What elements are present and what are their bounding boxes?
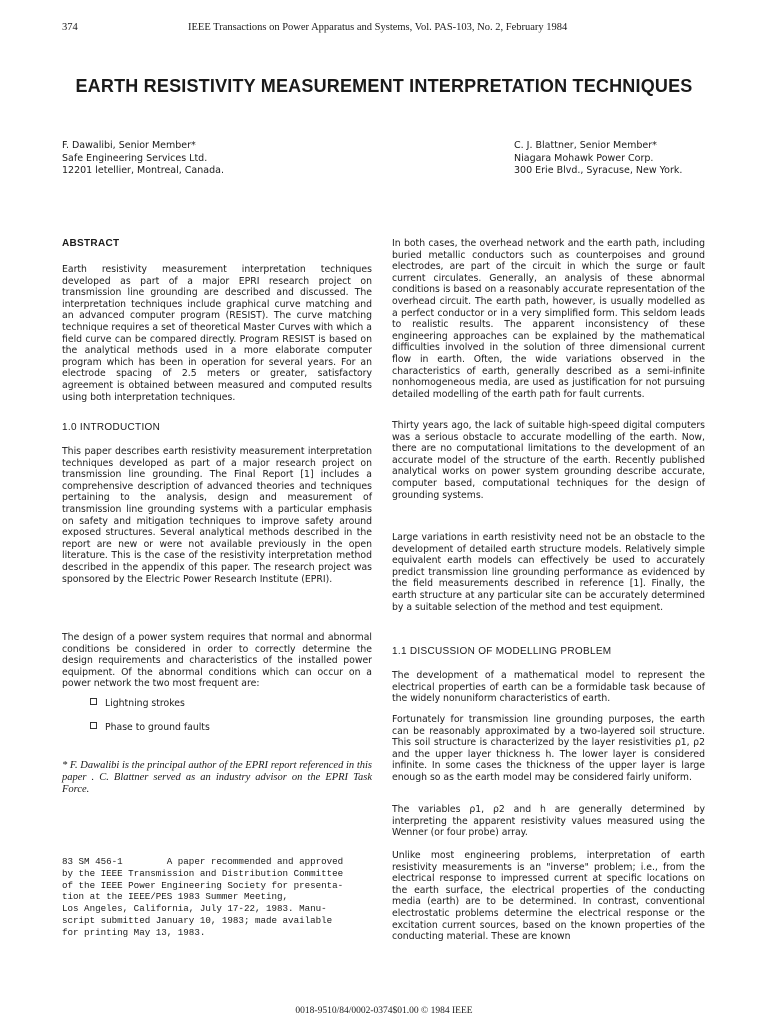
right-paragraph-3: Large variations in earth resistivity need not be an obstacle to the development of detailed earth structure models. Relatively simple equivalent earth models can effectively be used to accurately predict transmission line grounding performance as evidenced by the field measurements described in reference [1]. Finally, the earth structure at any particular site can be accurately determined by a suitable selection of the method and test equipment. <box>392 532 705 613</box>
abstract-heading: ABSTRACT <box>62 238 120 249</box>
bullet-box-icon <box>90 698 97 705</box>
page-number: 374 <box>62 22 78 33</box>
intro-paragraph-1: This paper describes earth resistivity measurement interpretation techniques developed as part of a major research project on transmission line grounding. The Final Report [1] includes a comprehensive description of advanced theories and techniques pertaining to the analysis, design and measurement of transmission line grounding systems with a particular emphasis on safety and mitigation techniques to improve safety around exposed structures. Several analytical methods described in the report are new or were not available previously in the open literature. This is the case of the resistivity interpretation method described in the appendix of this paper. The research project was sponsored by the Electric Power Research Institute (EPRI). <box>62 446 372 585</box>
journal-citation: IEEE Transactions on Power Apparatus and Systems, Vol. PAS-103, No. 2, February 1984 <box>188 22 568 33</box>
author-affiliation: Safe Engineering Services Ltd. <box>62 152 208 164</box>
author-block-left <box>62 140 224 178</box>
abstract-text: Earth resistivity measurement interpretation techniques developed as part of a major EPRI research project on transmission line grounding are described and discussed. The interpretation techniques include graphical curve matching and an advanced computer program (RESIST). The curve matching technique requires a set of theoretical Master Curves with which a field curve can be compared directly. Program RESIST is based on the analytical methods used in a more elaborate computer program which has been in operation for several years. For an electrode spacing of 2.5 meters or greater, satisfactory agreement is obtained between measured and computed results using both interpretation techniques. <box>62 264 372 403</box>
author-footnote: * F. Dawalibi is the principal author of the EPRI report referenced in this paper . C. Blattner served as an industry advisor on the EPRI Task Force. <box>62 760 372 795</box>
author-name: F. Dawalibi, Senior Member* <box>62 140 196 151</box>
paper-title: EARTH RESISTIVITY MEASUREMENT INTERPRETATION TECHNIQUES <box>75 76 693 96</box>
introduction-heading: 1.0 INTRODUCTION <box>62 422 161 433</box>
bullet-faults: Phase to ground faults <box>90 722 210 733</box>
author-address: 12201 letellier, Montreal, Canada. <box>62 165 224 176</box>
bullet-box-icon <box>90 722 97 729</box>
author-affiliation: Niagara Mohawk Power Corp. <box>514 152 654 164</box>
bullet-lightning: Lightning strokes <box>90 698 185 709</box>
right-paragraph-1: In both cases, the overhead network and the earth path, including buried metallic conductors such as counterpoises and ground electrodes, are part of the circuit in which the surge or fault current circulates. Generally, an analysis of these abnormal conditions is based on a reasonably accurate representation of the overhead circuit. The earth path, however, is usually modelled as a perfect conductor or in a very simplified form. This seldom leads to realistic results. The apparent inconsistency of these engineering approaches can be explained by the mathematical difficulties involved in the solution of three dimensional current flow in earth. Often, the wide variations observed in the characteristics of earth, generally described as a semi-infinite nonhomogeneous media, are used as justification for not pursuing detailed modelling of the earth path for fault currents. <box>392 238 705 400</box>
intro-paragraph-2: The design of a power system requires that normal and abnormal conditions be considered in order to correctly determine the design requirements and characteristics of the installed power equipment. Of the abnormal conditions which can occur on a power network the two most frequent are: <box>62 632 372 690</box>
author-address: 300 Erie Blvd., Syracuse, New York. <box>514 165 683 176</box>
author-block-right <box>514 140 682 178</box>
right-paragraph-2: Thirty years ago, the lack of suitable high-speed digital computers was a serious obstacle to accurate modelling of the earth. Now, there are no computational limitations to the development of an accurate model of the structure of the earth. Recently published analytical works on power system grounding describe accurate, computer based, computational techniques for the design of grounding systems. <box>392 420 705 501</box>
author-name: C. J. Blattner, Senior Member* <box>514 140 657 151</box>
right-paragraph-4: The development of a mathematical model to represent the electrical properties of earth can be a formidable task because of the widely nonuniform characteristics of earth. <box>392 670 705 705</box>
right-paragraph-7: Unlike most engineering problems, interpretation of earth resistivity measurements is an "inverse" problem; i.e., from the electrical response to impressed current at specific locations on the earth surface, the electrical properties of the conducting media (earth) are to be determined. In contrast, conventional electrostatic problems determine the electrical response or the excitation current sources, based on the known properties of the conducting material. These are known <box>392 850 705 943</box>
modelling-heading: 1.1 DISCUSSION OF MODELLING PROBLEM <box>392 646 612 657</box>
copyright-footer: 0018-9510/84/0002-0374$01.00 © 1984 IEEE <box>295 1006 473 1016</box>
right-paragraph-6: The variables ρ1, ρ2 and h are generally determined by interpreting the apparent resistivity values measured using the Wenner (or four probe) array. <box>392 804 705 839</box>
submission-note: 83 SM 456-1 A paper recommended and approved by the IEEE Transmission and Distribution Committee of the IEEE Power Engineering Society for presenta- tion at the IEEE/PES 1983 Summer Meeting, Los Angeles, California, July 17-22, 1983. Manu- script submitted January 10, 1983; made available for printing May 13, 1983. <box>62 856 344 938</box>
right-paragraph-5: Fortunately for transmission line grounding purposes, the earth can be reasonably approximated by a two-layered soil structure. This soil structure is characterized by the layer resistivities ρ1, ρ2 and the upper layer thickness h. The lower layer is considered infinite. In some cases the thickness of the upper layer is large enough so as the earth model may be considered fairly uniform. <box>392 714 705 783</box>
